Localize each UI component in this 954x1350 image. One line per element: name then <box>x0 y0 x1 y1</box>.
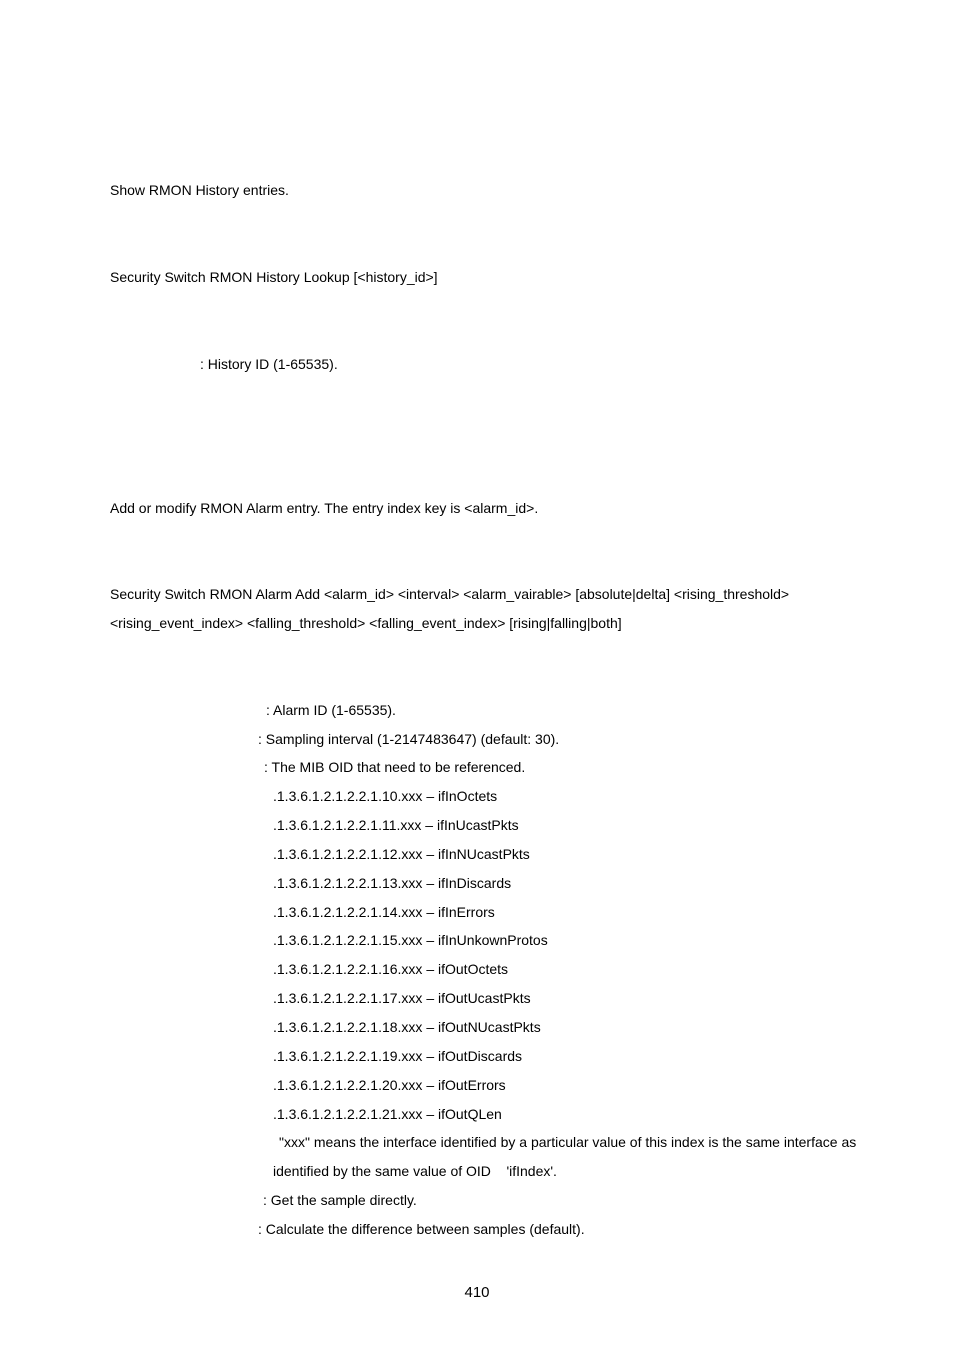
alarm-id-param: : Alarm ID (1-65535). <box>266 702 396 718</box>
oid-item: .1.3.6.1.2.1.2.2.1.16.xxx – ifOutOctets <box>273 961 509 977</box>
absolute-param: : Get the sample directly. <box>263 1192 417 1208</box>
history-id-param: : History ID (1-65535). <box>200 356 338 372</box>
xxx-note-line-1: "xxx" means the interface identified by a particular value of this index is the same interface as <box>279 1134 857 1150</box>
history-lookup-syntax: Security Switch RMON History Lookup [<history_id>] <box>110 269 438 285</box>
alarm-add-syntax-line-1: Security Switch RMON Alarm Add <alarm_id> <interval> <alarm_vairable> [absolute|delta] <rising_threshold> <box>110 586 790 602</box>
oid-item: .1.3.6.1.2.1.2.2.1.17.xxx – ifOutUcastPkts <box>273 990 531 1006</box>
alarm-add-description: Add or modify RMON Alarm entry. The entry index key is <alarm_id>. <box>110 500 539 516</box>
alarm-add-syntax-line-2: <rising_event_index> <falling_threshold> <falling_event_index> [rising|falling|both] <box>110 615 622 631</box>
oid-item: .1.3.6.1.2.1.2.2.1.19.xxx – ifOutDiscards <box>273 1048 523 1064</box>
oid-item: .1.3.6.1.2.1.2.2.1.10.xxx – ifInOctets <box>273 788 498 804</box>
oid-item: .1.3.6.1.2.1.2.2.1.21.xxx – ifOutQLen <box>273 1106 502 1122</box>
oid-item: .1.3.6.1.2.1.2.2.1.14.xxx – ifInErrors <box>273 904 495 920</box>
alarm-variable-param: : The MIB OID that need to be referenced. <box>264 759 526 775</box>
history-lookup-description: Show RMON History entries. <box>110 182 289 198</box>
oid-item: .1.3.6.1.2.1.2.2.1.15.xxx – ifInUnkownProtos <box>273 932 548 948</box>
oid-item: .1.3.6.1.2.1.2.2.1.13.xxx – ifInDiscards <box>273 875 512 891</box>
delta-param: : Calculate the difference between samples (default). <box>258 1221 585 1237</box>
oid-item: .1.3.6.1.2.1.2.2.1.12.xxx – ifInNUcastPkts <box>273 846 530 862</box>
oid-item: .1.3.6.1.2.1.2.2.1.18.xxx – ifOutNUcastPkts <box>273 1019 541 1035</box>
oid-item: .1.3.6.1.2.1.2.2.1.11.xxx – ifInUcastPkts <box>273 817 519 833</box>
oid-item: .1.3.6.1.2.1.2.2.1.20.xxx – ifOutErrors <box>273 1077 506 1093</box>
xxx-note-line-2: identified by the same value of OID 'ifIndex'. <box>273 1163 557 1179</box>
interval-param: : Sampling interval (1-2147483647) (default: 30). <box>258 731 560 747</box>
page-number: 410 <box>464 1284 490 1301</box>
